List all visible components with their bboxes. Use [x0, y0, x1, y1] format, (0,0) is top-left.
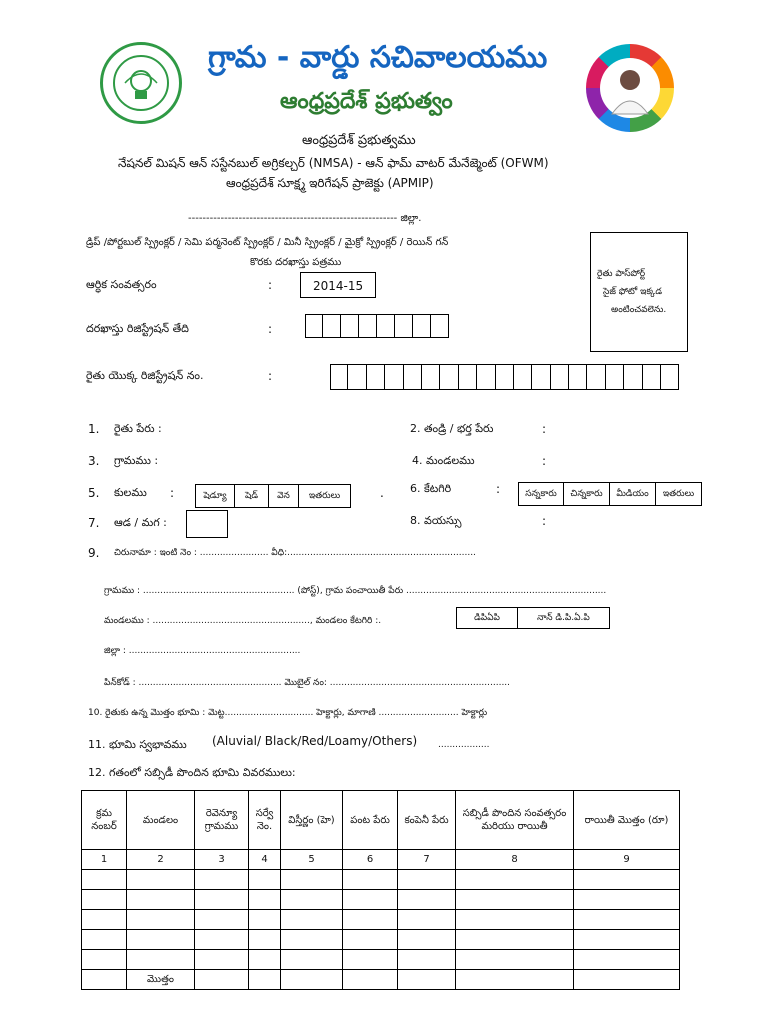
- father-name-label: 2. తండ్రి / భర్త పేరు: [410, 422, 494, 435]
- col-number: 6: [343, 850, 398, 870]
- farmer-reg-label: రైతు యొక్క రిజిస్ట్రేషన్ నం.: [86, 369, 204, 382]
- address-mandal-line: మండలము : ......................................................., మండలం కేటగిరి :.: [104, 616, 382, 626]
- portrait-icon: [600, 58, 660, 118]
- gov-line: ఆంధ్రప్రదేశ్ ప్రభుత్వము: [302, 133, 416, 148]
- category-option[interactable]: మీడియం: [610, 482, 656, 506]
- village-post-line: గ్రామము : ..................................................... (పోస్ట్), గ్రామ పంచాయితీ పేరు ......................................................................: [104, 586, 607, 596]
- caste-label: కులము: [114, 486, 147, 499]
- photo-box-line-1: రైతు పాస్‌పోర్ట్: [597, 269, 646, 279]
- col-number: 7: [398, 850, 456, 870]
- col-number: 9: [574, 850, 680, 870]
- caste-option[interactable]: షెడ్యూ: [195, 484, 235, 508]
- header-subtitle: ఆంధ్రప్రదేశ్ ప్రభుత్వం: [280, 89, 453, 114]
- application-date-label: దరఖాస్తు రిజిస్ట్రేషన్ తేది: [86, 322, 189, 335]
- form-title-line-2: కొరకు దరఖాస్తు పత్రము: [250, 257, 342, 268]
- table-row[interactable]: [82, 890, 680, 910]
- category-label: 6. కేటగిరి: [410, 482, 452, 495]
- table-total-row: [82, 970, 680, 990]
- previous-subsidy-label: 12. గతంలో సబ్సిడీ పొందిన భూమి వివరములు:: [88, 766, 296, 779]
- soil-type-options: (Aluvial/ Black/Red/Loamy/Others): [212, 734, 418, 748]
- col-header: సబ్సిడీ పొందిన సంవత్సరం మరియు రాయితీ: [456, 791, 574, 850]
- category-colon: :: [496, 482, 501, 496]
- address-district-line: జిల్లా : ............................................................: [104, 646, 301, 656]
- gender-label: ఆడ / మగ :: [114, 516, 167, 529]
- table-row[interactable]: [82, 950, 680, 970]
- col-number: 5: [281, 850, 343, 870]
- caste-options: [195, 484, 351, 508]
- fiscal-year-colon: :: [268, 278, 273, 292]
- col-number: 8: [456, 850, 574, 870]
- col-header: రాయితీ మొత్తం (రూ): [574, 791, 680, 850]
- table-row[interactable]: [82, 930, 680, 950]
- field-3-number: 3.: [88, 454, 100, 468]
- fiscal-year-value: 2014-15: [313, 279, 364, 293]
- category-options: [518, 482, 702, 506]
- mandal-colon: :: [542, 454, 547, 468]
- photo-box-line-3: అంటించవలెను.: [611, 305, 667, 315]
- category-option[interactable]: సన్నకారు: [518, 482, 564, 506]
- table-number-row: [82, 850, 680, 870]
- table-row[interactable]: [82, 910, 680, 930]
- col-header: రెవెన్యూ గ్రామము: [195, 791, 249, 850]
- mandal-category-options: [456, 607, 610, 629]
- caste-option[interactable]: ఇతరులు: [299, 484, 351, 508]
- mandal-category-option[interactable]: నాన్ డి.పి.ఏ.పి: [518, 607, 610, 629]
- mandal-category-option[interactable]: డిపిఏపి: [456, 607, 518, 629]
- mission-line: నేషనల్ మిషన్ ఆన్ సస్టేనబుల్ అగ్రికల్చర్ (NMSA) - ఆన్ ఫామ్ వాటర్ మేనేజ్మెంట్ (OFWM): [118, 156, 549, 170]
- caste-option[interactable]: షెడ్: [235, 484, 269, 508]
- col-header: విస్తీర్ణం (హె): [281, 791, 343, 850]
- application-date-colon: :: [268, 322, 273, 336]
- village-label: గ్రామము :: [114, 454, 159, 467]
- photo-box-line-2: సైజ్ ఫోటో ఇక్కడ: [603, 287, 663, 297]
- caste-colon: :: [170, 486, 175, 500]
- form-title-line-1: డ్రిప్ /పోర్టబుల్ స్ప్రింక్లర్ / సెమి పర్మనెంట్ స్ప్రింక్లర్ / మినీ స్ప్రింక్లర్ / మైక్రో స్ప్రింక్లర్ / రెయిన్ గన్: [86, 237, 449, 248]
- category-option[interactable]: చిన్నకారు: [564, 482, 610, 506]
- caste-option[interactable]: వెన: [269, 484, 299, 508]
- col-header: సర్వే నెం.: [249, 791, 281, 850]
- field-9-number: 9.: [88, 546, 100, 560]
- col-header: కంపెనీ పేరు: [398, 791, 456, 850]
- table-header-row: [82, 791, 680, 850]
- age-label: 8. వయస్సు: [410, 514, 462, 527]
- table-row[interactable]: [82, 870, 680, 890]
- district-line: ---------------------------------------------------------- జిల్లా.: [188, 213, 422, 224]
- farmer-name-label: రైతు పేరు :: [114, 422, 162, 435]
- land-details-table: [81, 790, 680, 990]
- mandal-label: 4. మండలము: [412, 454, 475, 467]
- field-5-number: 5.: [88, 486, 100, 500]
- project-line: ఆంధ్రప్రదేశ్ సూక్ష్మ ఇరిగేషన్ ప్రాజెక్టు (APMIP): [226, 176, 434, 190]
- gender-field[interactable]: [186, 510, 228, 538]
- total-label: మొత్తం: [127, 970, 195, 990]
- farmer-reg-cells[interactable]: [330, 364, 679, 390]
- field-1-number: 1.: [88, 422, 100, 436]
- emblem-icon: [113, 55, 169, 111]
- ap-government-seal: [100, 42, 182, 124]
- address-line: చిరునామా : ఇంటి నెం : ........................ వీధి:..................................................................: [114, 548, 476, 558]
- soil-type-label: 11. భూమి స్వభావము: [88, 738, 187, 751]
- farmer-reg-colon: :: [268, 369, 273, 383]
- col-header: మండలం: [127, 791, 195, 850]
- soil-type-dots: ..................: [438, 740, 490, 750]
- col-number: 1: [82, 850, 127, 870]
- fiscal-year-label: ఆర్ధిక సంవత్సరం: [86, 278, 157, 291]
- col-header: పంట పేరు: [343, 791, 398, 850]
- col-number: 2: [127, 850, 195, 870]
- application-date-cells[interactable]: [305, 314, 449, 338]
- col-number: 3: [195, 850, 249, 870]
- field-7-number: 7.: [88, 516, 100, 530]
- col-number: 4: [249, 850, 281, 870]
- sachivalayam-logo: [586, 44, 674, 132]
- fiscal-year-field[interactable]: [300, 272, 376, 298]
- category-option[interactable]: ఇతరులు: [656, 482, 702, 506]
- age-colon: :: [542, 514, 547, 528]
- caste-dot: .: [380, 486, 384, 500]
- col-header: క్రమ నంబర్: [82, 791, 127, 850]
- header-title: గ్రామ - వార్డు సచివాలయము: [208, 40, 548, 75]
- total-land-line: 10. రైతుకు ఉన్న మొత్తం భూమి : మెట్ట............................... హెక్టార్లు, మాగాణి ............................ హెక్టార్లు: [88, 708, 488, 718]
- father-name-colon: :: [542, 422, 547, 436]
- pincode-mobile-line: పిన్‌కోడ్ : .................................................. మొబైల్ నం: ...............................................................: [104, 678, 511, 688]
- photo-box[interactable]: [590, 232, 688, 352]
